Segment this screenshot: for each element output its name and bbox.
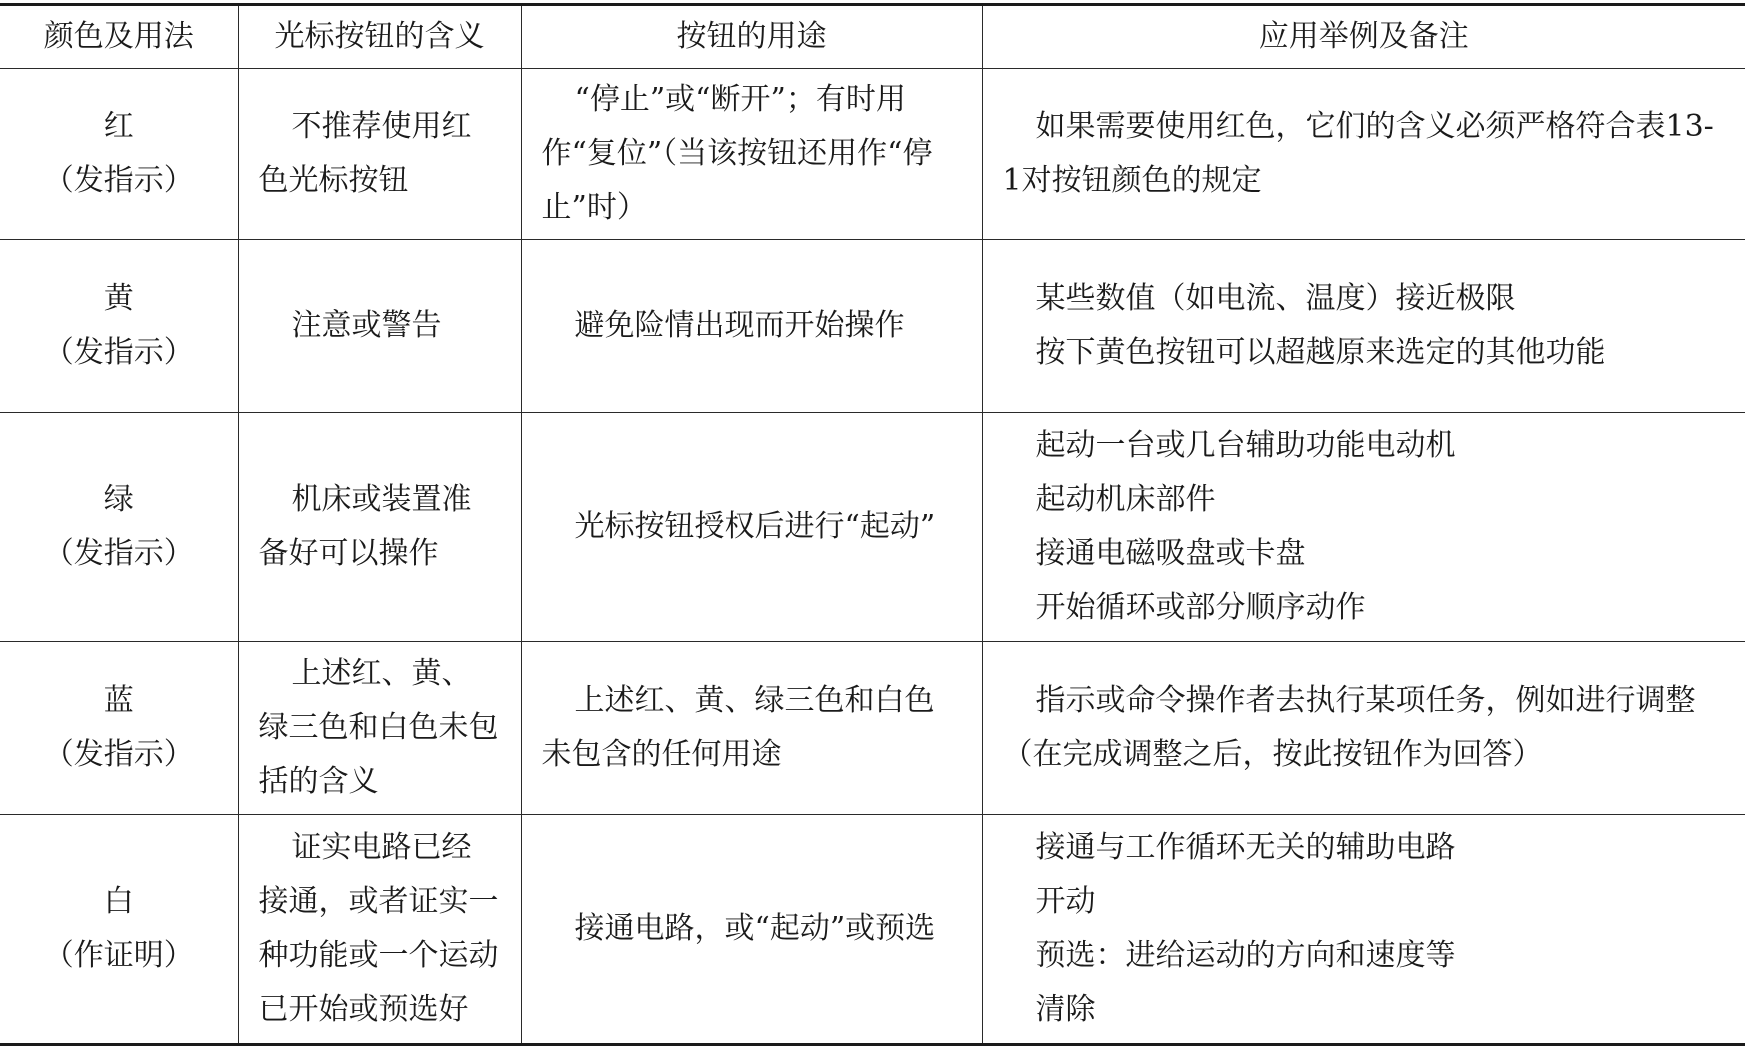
- color-name: 绿: [103, 482, 134, 517]
- header-row: [0, 5, 1745, 69]
- meaning-cell: [238, 69, 521, 240]
- example-item: 清除: [1035, 992, 1096, 1027]
- example-item: 某些数值（如电流、温度）接近极限: [1035, 281, 1516, 316]
- color-usage: （作证明）: [43, 938, 194, 973]
- example-item: 如果需要使用红色，它们的含义必须严格符合表13-1对按钮颜色的规定: [1002, 109, 1714, 198]
- meaning-text: 证实电路已经接通，或者证实一种功能或一个运动已开始或预选好: [258, 830, 499, 1027]
- examples-cell: [982, 240, 1745, 413]
- header-meaning: 光标按钮的含义: [238, 5, 521, 69]
- button-color-table: [0, 3, 1745, 1046]
- color-cell: [0, 240, 238, 413]
- example-item: 按下黄色按钮可以超越原来选定的其他功能: [1035, 335, 1606, 370]
- purpose-cell: [521, 69, 982, 240]
- purpose-text: “停止”或“断开”；有时用作“复位”（当该按钮还用作“停止”时）: [541, 82, 933, 225]
- meaning-text: 注意或警告: [291, 308, 442, 343]
- meaning-cell: [238, 642, 521, 815]
- purpose-text: 上述红、黄、绿三色和白色未包含的任何用途: [541, 683, 935, 772]
- purpose-cell: [521, 240, 982, 413]
- meaning-text: 不推荐使用红色光标按钮: [258, 109, 472, 198]
- header-examples: 应用举例及备注: [982, 5, 1745, 69]
- example-item: 开动: [1035, 884, 1096, 919]
- color-name: 黄: [103, 281, 134, 316]
- color-cell: [0, 413, 238, 642]
- color-usage: （发指示）: [43, 163, 194, 198]
- purpose-cell: [521, 413, 982, 642]
- table-row: [0, 240, 1745, 413]
- color-name: 红: [103, 109, 134, 144]
- color-cell: [0, 815, 238, 1045]
- purpose-text: 避免险情出现而开始操作: [574, 308, 905, 343]
- purpose-text: 接通电路，或“起动”或预选: [574, 911, 936, 946]
- meaning-text: 上述红、黄、绿三色和白色未包括的含义: [258, 656, 499, 799]
- examples-cell: [982, 815, 1745, 1045]
- meaning-cell: [238, 815, 521, 1045]
- example-item: 开始循环或部分顺序动作: [1035, 590, 1366, 625]
- purpose-cell: [521, 815, 982, 1045]
- examples-cell: [982, 69, 1745, 240]
- example-item: 起动一台或几台辅助功能电动机: [1035, 428, 1456, 463]
- example-item: 起动机床部件: [1035, 482, 1216, 517]
- color-cell: [0, 642, 238, 815]
- example-item: 预选：进给运动的方向和速度等: [1035, 938, 1456, 973]
- color-usage: （发指示）: [43, 737, 194, 772]
- header-purpose: 按钮的用途: [521, 5, 982, 69]
- meaning-cell: [238, 240, 521, 413]
- table-row: [0, 642, 1745, 815]
- example-item: 接通与工作循环无关的辅助电路: [1035, 830, 1456, 865]
- purpose-text: 光标按钮授权后进行“起动”: [574, 509, 936, 544]
- color-usage: （发指示）: [43, 536, 194, 571]
- color-usage: （发指示）: [43, 335, 194, 370]
- table-row: [0, 815, 1745, 1045]
- color-name: 蓝: [103, 683, 134, 718]
- table-row: [0, 69, 1745, 240]
- color-cell: [0, 69, 238, 240]
- example-item: 接通电磁吸盘或卡盘: [1035, 536, 1306, 571]
- example-item: 指示或命令操作者去执行某项任务，例如进行调整（在完成调整之后，按此按钮作为回答）: [1002, 683, 1696, 772]
- meaning-text: 机床或装置准备好可以操作: [258, 482, 472, 571]
- color-name: 白: [103, 884, 134, 919]
- examples-cell: [982, 642, 1745, 815]
- table-row: [0, 413, 1745, 642]
- header-color-usage: 颜色及用法: [0, 5, 238, 69]
- examples-cell: [982, 413, 1745, 642]
- purpose-cell: [521, 642, 982, 815]
- meaning-cell: [238, 413, 521, 642]
